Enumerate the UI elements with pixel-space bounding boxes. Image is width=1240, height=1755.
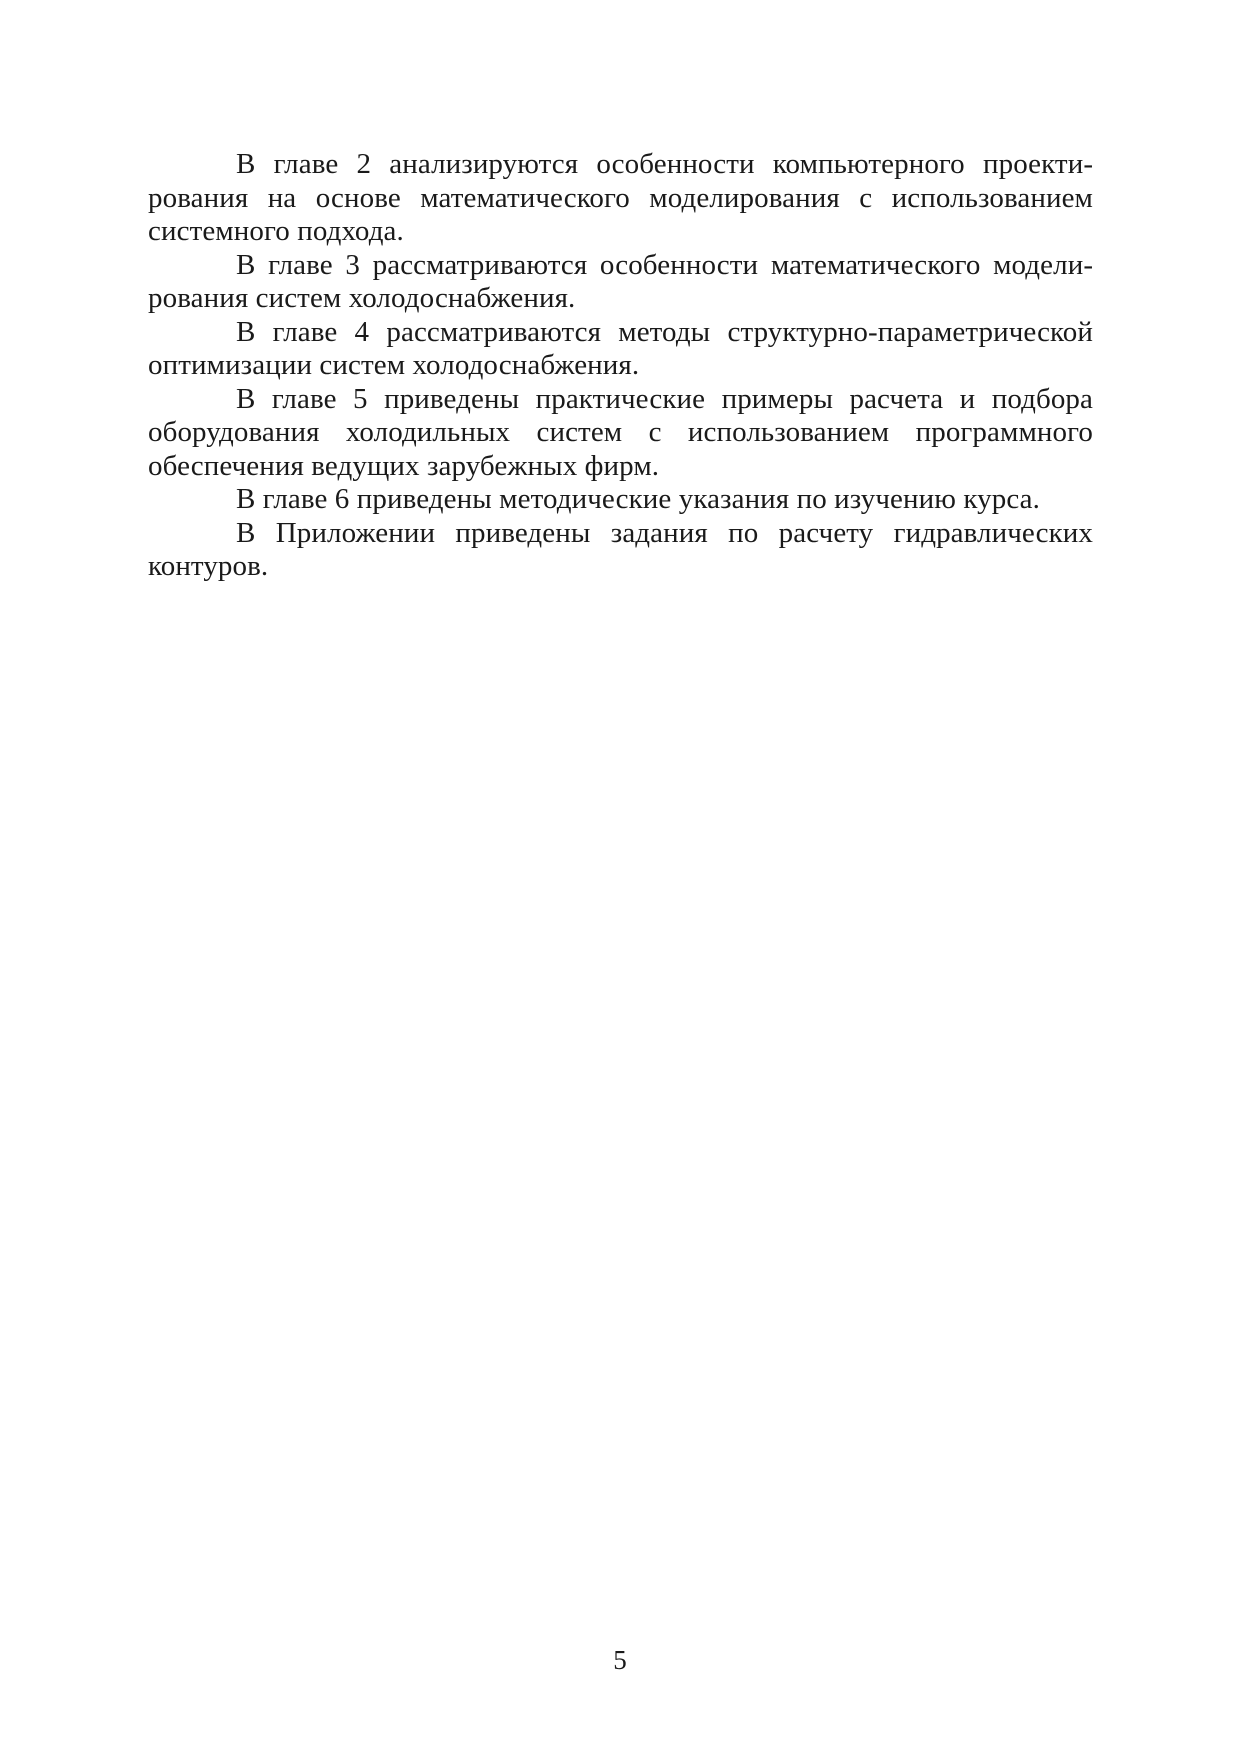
paragraph-chapter-5: В главе 5 приведены практические примеры расчета и подбора оборудования холодильных систем с использованием программного обеспечения ведущих зарубежных фирм. xyxy=(148,382,1093,482)
paragraph-appendix: В Приложении приведены задания по расчету гидравлических контуров. xyxy=(148,516,1093,582)
paragraph-chapter-3: В главе 3 рассматриваются особенности математического моделирования систем холодоснабжения. xyxy=(148,248,1093,314)
paragraph-chapter-4: В главе 4 рассматриваются методы структурно-параметрической оптимизации систем холодоснабжения. xyxy=(148,315,1093,381)
page-number: 5 xyxy=(613,1645,627,1675)
body-text xyxy=(148,148,1093,584)
paragraph-chapter-6: В главе 6 приведены методические указания по изучению курса. xyxy=(236,483,1040,515)
paragraph-chapter-2: В главе 2 анализируются особенности компьютерного проектирования на основе математического моделирования с использованием системного подхода. xyxy=(148,148,1093,247)
